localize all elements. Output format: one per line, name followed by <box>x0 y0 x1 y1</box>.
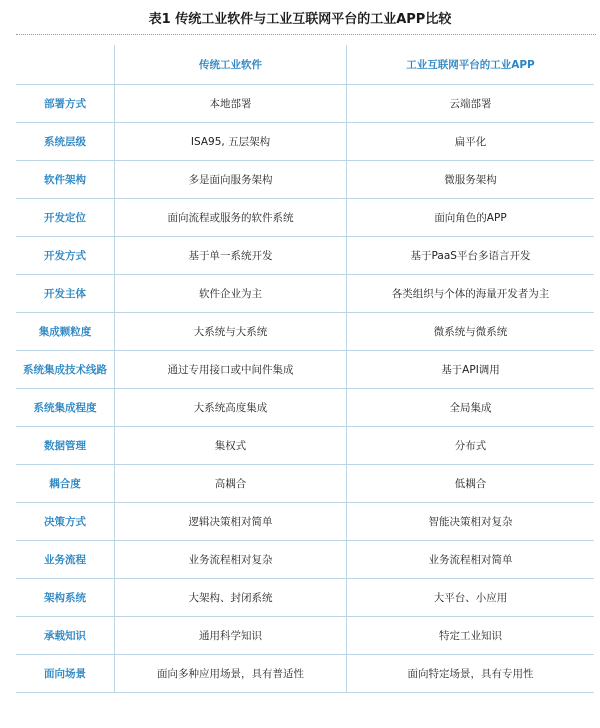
traditional-software-cell: 大系统高度集成 <box>114 389 346 426</box>
table-row <box>16 275 594 313</box>
traditional-software-cell: 高耦合 <box>114 465 346 502</box>
header-cell-category <box>16 45 114 84</box>
row-category-cell: 开发主体 <box>44 288 86 300</box>
table-row <box>16 161 594 199</box>
iiot-app-cell: 微系统与微系统 <box>346 313 594 350</box>
table-body <box>16 85 594 693</box>
iiot-app-cell: 面向角色的APP <box>346 199 594 236</box>
table-row <box>16 579 594 617</box>
traditional-software-cell: 业务流程相对复杂 <box>114 541 346 578</box>
title-divider <box>16 34 596 35</box>
row-category-cell: 开发方式 <box>44 250 86 262</box>
table-title: 表1 传统工业软件与工业互联网平台的工业APP比较 <box>148 12 452 27</box>
row-category-cell: 软件架构 <box>44 174 86 186</box>
table-row <box>16 237 594 275</box>
traditional-software-cell: 面向多种应用场景，具有普适性 <box>114 655 346 692</box>
table-row <box>16 313 594 351</box>
iiot-app-cell: 面向特定场景，具有专用性 <box>346 655 594 692</box>
row-category-cell: 数据管理 <box>44 440 86 452</box>
iiot-app-cell: 全局集成 <box>346 389 594 426</box>
row-category-cell: 决策方式 <box>44 516 86 528</box>
iiot-app-cell: 扁平化 <box>346 123 594 160</box>
iiot-app-cell: 基于API调用 <box>346 351 594 388</box>
traditional-software-cell: 大架构、封闭系统 <box>114 579 346 616</box>
table-row <box>16 427 594 465</box>
traditional-software-cell: 本地部署 <box>114 85 346 122</box>
row-category-cell: 系统集成技术线路 <box>23 364 107 376</box>
traditional-software-cell: 多是面向服务架构 <box>114 161 346 198</box>
table-row <box>16 465 594 503</box>
row-category-cell: 开发定位 <box>44 212 86 224</box>
iiot-app-cell: 微服务架构 <box>346 161 594 198</box>
traditional-software-cell: 面向流程或服务的软件系统 <box>114 199 346 236</box>
iiot-app-cell: 智能决策相对复杂 <box>346 503 594 540</box>
iiot-app-cell: 特定工业知识 <box>346 617 594 654</box>
table-row <box>16 655 594 693</box>
traditional-software-cell: 通过专用接口或中间件集成 <box>114 351 346 388</box>
row-category-cell: 系统集成程度 <box>33 402 97 414</box>
row-category-cell: 集成颗粒度 <box>38 326 92 338</box>
table-row <box>16 389 594 427</box>
header-cell-traditional: 传统工业软件 <box>114 45 346 84</box>
traditional-software-cell: 软件企业为主 <box>114 275 346 312</box>
iiot-app-cell: 低耦合 <box>346 465 594 502</box>
iiot-app-cell: 大平台、小应用 <box>346 579 594 616</box>
iiot-app-cell: 各类组织与个体的海量开发者为主 <box>346 275 594 312</box>
row-category-cell: 部署方式 <box>44 98 86 110</box>
iiot-app-cell: 基于PaaS平台多语言开发 <box>346 237 594 274</box>
table-row <box>16 351 594 389</box>
traditional-software-cell: 逻辑决策相对简单 <box>114 503 346 540</box>
row-category-cell: 承载知识 <box>44 630 86 642</box>
row-category-cell: 业务流程 <box>44 554 86 566</box>
table-row <box>16 199 594 237</box>
traditional-software-cell: ISA95, 五层架构 <box>114 123 346 160</box>
traditional-software-cell: 通用科学知识 <box>114 617 346 654</box>
table-row <box>16 123 594 161</box>
table-row <box>16 617 594 655</box>
row-category-cell: 系统层级 <box>44 136 86 148</box>
table-row <box>16 503 594 541</box>
comparison-table <box>16 45 594 693</box>
iiot-app-cell: 分布式 <box>346 427 594 464</box>
traditional-software-cell: 大系统与大系统 <box>114 313 346 350</box>
table-row <box>16 85 594 123</box>
iiot-app-cell: 云端部署 <box>346 85 594 122</box>
row-category-cell: 耦合度 <box>49 478 81 490</box>
header-cell-iiot-app: 工业互联网平台的工业APP <box>346 45 594 84</box>
table-header-row <box>16 45 594 85</box>
table-row <box>16 541 594 579</box>
traditional-software-cell: 集权式 <box>114 427 346 464</box>
row-category-cell: 面向场景 <box>44 668 86 680</box>
row-category-cell: 架构系统 <box>44 592 86 604</box>
iiot-app-cell: 业务流程相对简单 <box>346 541 594 578</box>
traditional-software-cell: 基于单一系统开发 <box>114 237 346 274</box>
